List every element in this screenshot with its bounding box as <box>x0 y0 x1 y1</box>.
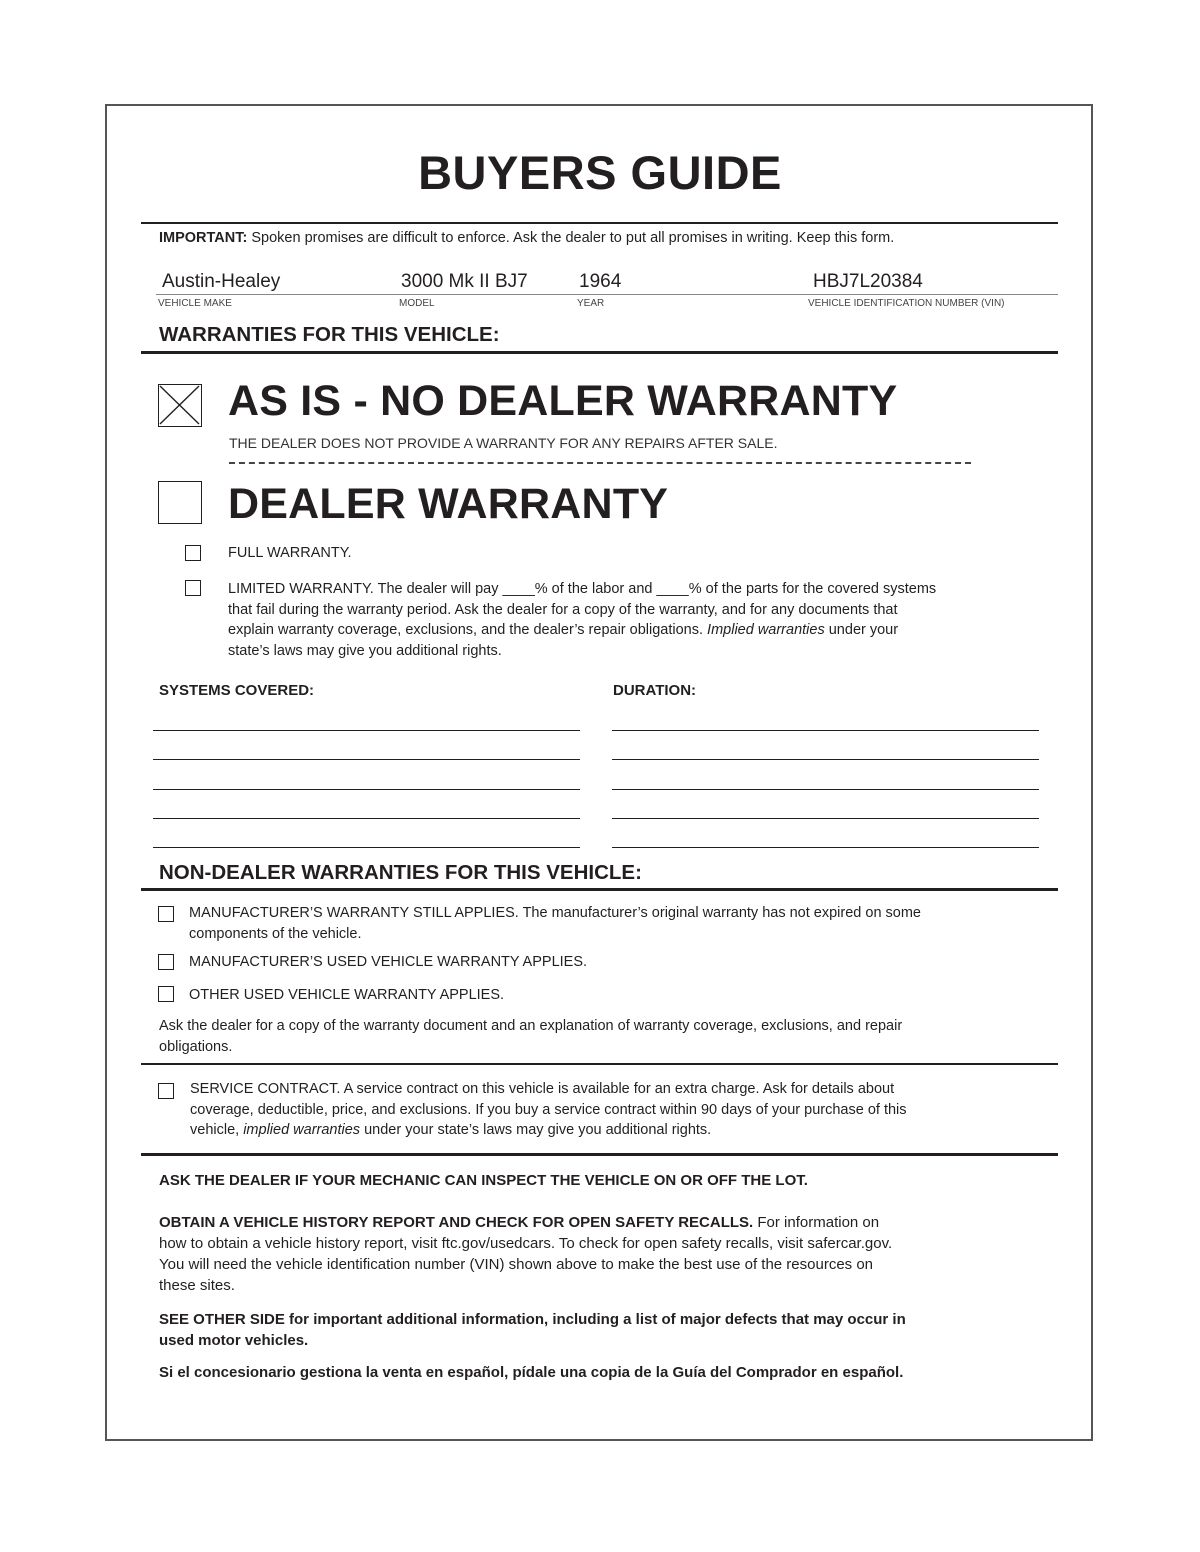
vehicle-history-text: OBTAIN A VEHICLE HISTORY REPORT AND CHECK FOR OPEN SAFETY RECALLS. For information on how to obtain a vehicle history report, visit ftc.gov/usedcars. To check for open safety recalls, visit safercar.gov. You will need the vehicle identification number (VIN) shown above to make the best use of the resources on these sites. <box>159 1214 893 1294</box>
limited-warranty-line: that fail during the warranty period. Ask the dealer for a copy of the warranty, and for any documents that <box>228 601 898 618</box>
other-used-warranty-label: OTHER USED VEHICLE WARRANTY APPLIES. <box>189 987 505 1003</box>
dealer-warranty-label: DEALER WARRANTY <box>228 480 669 528</box>
systems-covered-label: SYSTEMS COVERED: <box>159 682 315 699</box>
service-contract-checkbox[interactable] <box>158 1083 174 1099</box>
full-warranty-label: FULL WARRANTY. <box>228 545 352 561</box>
vehicle-vin-caption: VEHICLE IDENTIFICATION NUMBER (VIN) <box>808 298 1005 309</box>
full-warranty-checkbox[interactable] <box>185 545 201 561</box>
vehicle-model-caption: MODEL <box>399 298 435 309</box>
as-is-checkbox[interactable] <box>158 384 202 427</box>
vehicle-year-value: 1964 <box>579 271 622 292</box>
manufacturer-warranty-text: MANUFACTURER’S WARRANTY STILL APPLIES. The manufacturer’s original warranty has not expired on some components of the vehicle. <box>189 905 921 942</box>
duration-line[interactable] <box>612 847 1039 848</box>
mechanic-inspect-text: ASK THE DEALER IF YOUR MECHANIC CAN INSPECT THE VEHICLE ON OR OFF THE LOT. <box>159 1172 808 1189</box>
systems-covered-line[interactable] <box>153 818 580 819</box>
duration-line[interactable] <box>612 759 1039 760</box>
as-is-label: AS IS - NO DEALER WARRANTY <box>228 377 898 425</box>
systems-covered-line[interactable] <box>153 847 580 848</box>
important-text: Spoken promises are difficult to enforce. Ask the dealer to put all promises in writing. Keep this form. <box>251 230 895 246</box>
dashed-divider <box>229 462 971 464</box>
manufacturer-warranty-checkbox[interactable] <box>158 906 174 922</box>
duration-line[interactable] <box>612 730 1039 731</box>
manufacturer-used-warranty-checkbox[interactable] <box>158 954 174 970</box>
vehicle-model-value: 3000 Mk II BJ7 <box>401 271 528 292</box>
spanish-notice: Si el concesionario gestiona la venta en español, pídale una copia de la Guía del Comprador en español. <box>159 1364 904 1381</box>
limited-warranty-line: state’s laws may give you additional rights. <box>228 642 502 659</box>
limited-warranty-checkbox[interactable] <box>185 580 201 596</box>
dealer-warranty-checkbox[interactable] <box>158 481 202 524</box>
checkmark-x-icon <box>159 385 200 425</box>
systems-covered-line[interactable] <box>153 789 580 790</box>
vehicle-info-line <box>156 294 1058 295</box>
vehicle-make-caption: VEHICLE MAKE <box>158 298 232 309</box>
vehicle-vin-value: HBJ7L20384 <box>813 271 923 292</box>
manufacturer-used-warranty-label: MANUFACTURER’S USED VEHICLE WARRANTY APPLIES. <box>189 954 588 970</box>
duration-line[interactable] <box>612 818 1039 819</box>
duration-label: DURATION: <box>613 682 697 699</box>
non-dealer-heading: NON-DEALER WARRANTIES FOR THIS VEHICLE: <box>159 861 642 884</box>
important-notice <box>159 230 894 246</box>
limited-warranty-line: LIMITED WARRANTY. The dealer will pay ____% of the labor and ____% of the parts for the covered systems <box>228 581 937 597</box>
limited-warranty-text <box>228 579 1058 661</box>
as-is-subtext: THE DEALER DOES NOT PROVIDE A WARRANTY FOR ANY REPAIRS AFTER SALE. <box>229 435 778 451</box>
divider <box>141 351 1058 354</box>
service-contract-text: SERVICE CONTRACT. A service contract on this vehicle is available for an extra charge. Ask for details about coverage, deductible, price, and exclusions. If you buy a service contract within 90 days of your purchase of this vehicle, implied warranties under your state’s laws may give you additional rights. <box>190 1081 907 1138</box>
divider <box>141 1153 1058 1156</box>
other-used-warranty-checkbox[interactable] <box>158 986 174 1002</box>
limited-warranty-line: explain warranty coverage, exclusions, and the dealer’s repair obligations. Implied warranties under your <box>228 622 899 638</box>
see-other-side-text: SEE OTHER SIDE for important additional information, including a list of major defects that may occur in used motor vehicles. <box>159 1311 906 1349</box>
form-title: BUYERS GUIDE <box>418 146 782 199</box>
duration-line[interactable] <box>612 789 1039 790</box>
systems-covered-line[interactable] <box>153 730 580 731</box>
divider <box>141 888 1058 891</box>
important-label: IMPORTANT: <box>159 230 248 246</box>
divider <box>141 222 1058 224</box>
divider <box>141 1063 1058 1065</box>
vehicle-year-caption: YEAR <box>577 298 605 309</box>
ask-dealer-copy-text: Ask the dealer for a copy of the warranty document and an explanation of warranty coverage, exclusions, and repair obligations. <box>159 1018 903 1055</box>
systems-covered-line[interactable] <box>153 759 580 760</box>
warranties-heading: WARRANTIES FOR THIS VEHICLE: <box>159 323 500 346</box>
vehicle-make-value: Austin-Healey <box>162 271 281 292</box>
